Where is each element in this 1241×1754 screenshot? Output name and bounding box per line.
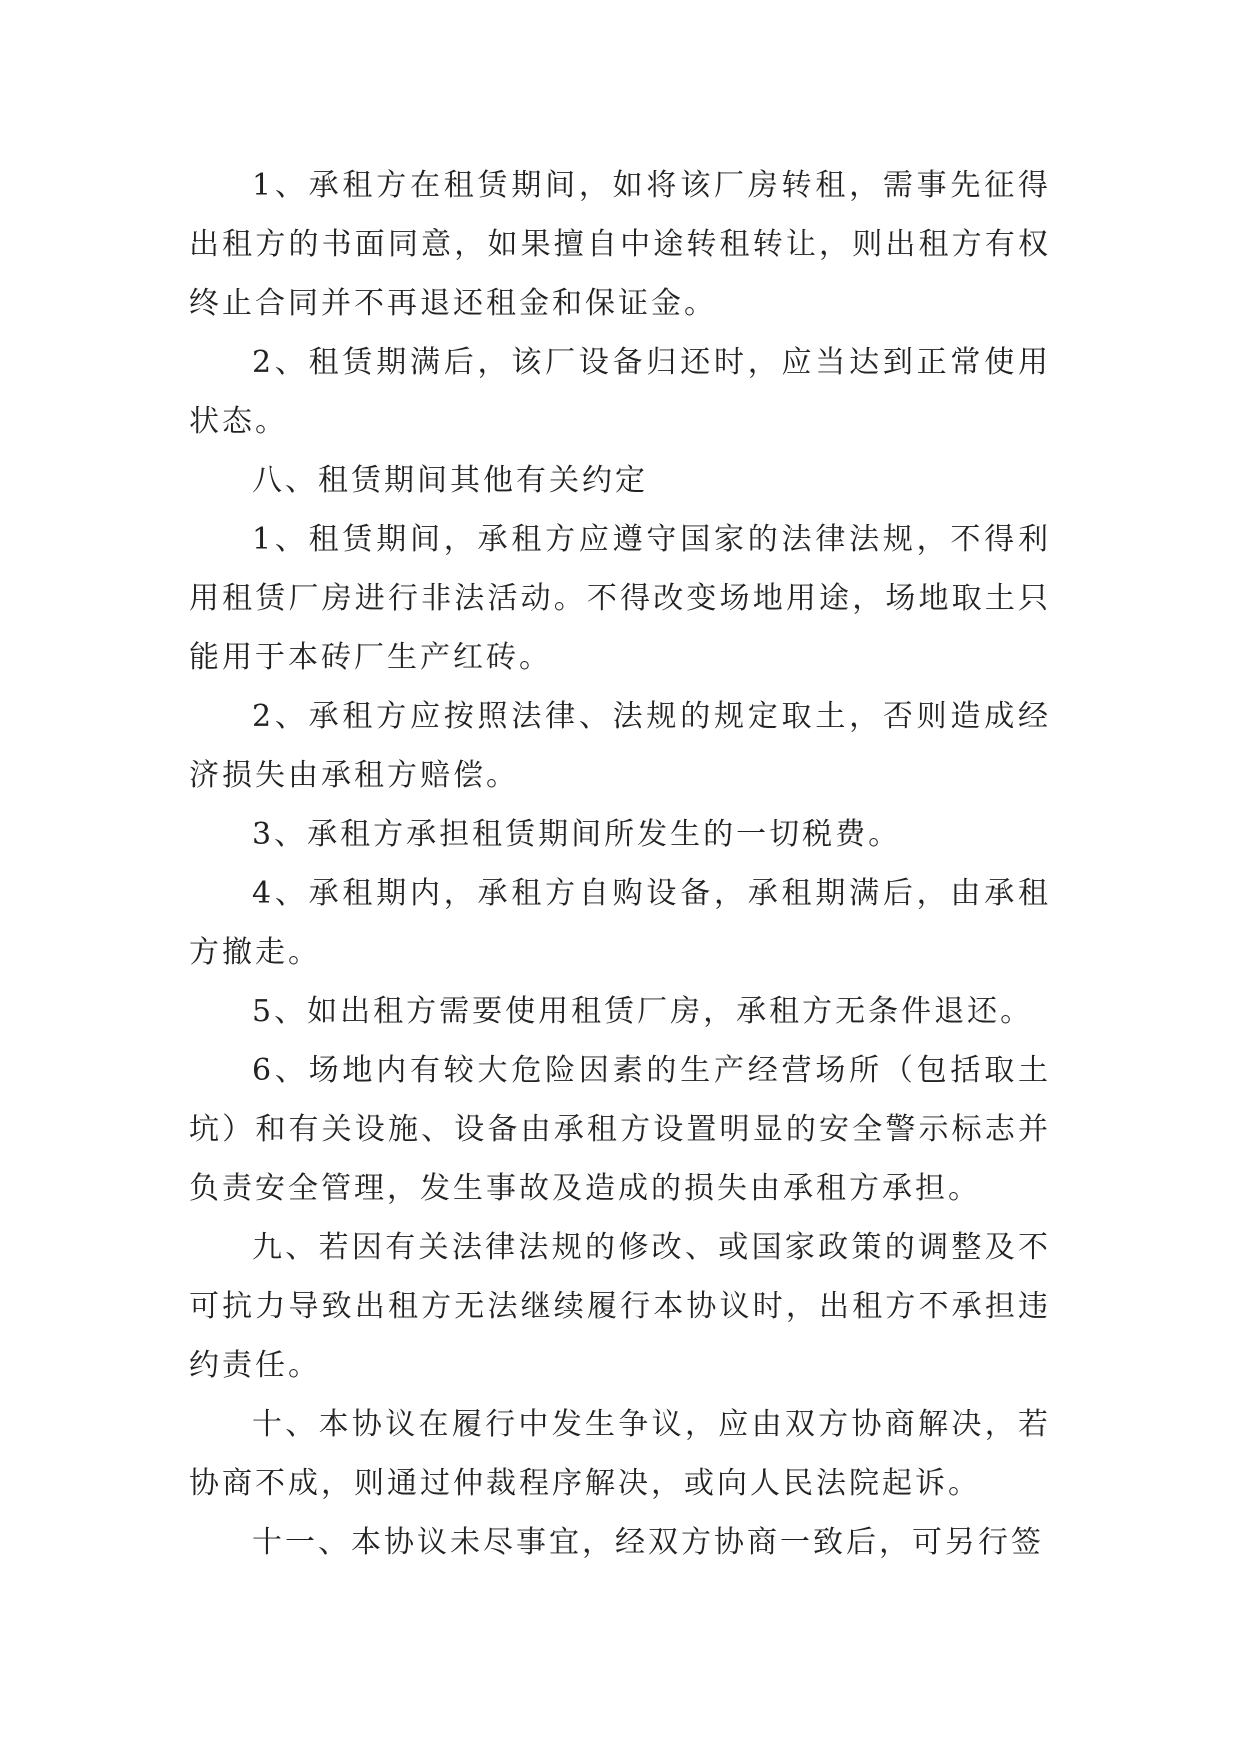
section-8-heading: 八、租赁期间其他有关约定 [252, 463, 648, 498]
clause-8-6-safety: 6、场地内有较大危险因素的生产经营场所（包括取土坑）和有关设施、设备由承租方设置明显的安全警示标志并负责安全管理，发生事故及造成的损失由承租方承担。 [189, 1053, 1051, 1206]
clause-7-2-return-condition: 2、租赁期满后，该厂设备归还时，应当达到正常使用状态。 [189, 345, 1051, 439]
clause-8-4-equipment: 4、承租期内，承租方自购设备，承租期满后，由承租方撤走。 [189, 876, 1051, 970]
clause-8-3-taxes: 3、承租方承担租赁期间所发生的一切税费。 [252, 817, 902, 852]
section-9-force-majeure: 九、若因有关法律法规的修改、或国家政策的调整及不可抗力导致出租方无法继续履行本协议时，出租方不承担违约责任。 [189, 1230, 1051, 1383]
clause-8-5-return-on-demand: 5、如出租方需要使用租赁厂房，承租方无条件退还。 [252, 994, 1034, 1029]
clause-8-2-soil-extraction: 2、承租方应按照法律、法规的规定取土，否则造成经济损失由承租方赔偿。 [189, 699, 1051, 793]
document-page [189, 156, 1051, 1572]
section-10-disputes: 十、本协议在履行中发生争议，应由双方协商解决，若协商不成，则通过仲裁程序解决，或向人民法院起诉。 [189, 1407, 1051, 1501]
clause-7-1-sublease: 1、承租方在租赁期间，如将该厂房转租，需事先征得出租方的书面同意，如果擅自中途转租转让，则出租方有权终止合同并不再退还租金和保证金。 [189, 168, 1051, 321]
section-11-supplementary: 十一、本协议未尽事宜，经双方协商一致后，可另行签 [252, 1525, 1044, 1560]
clause-8-1-legal-use: 1、租赁期间，承租方应遵守国家的法律法规，不得利用租赁厂房进行非法活动。不得改变场地用途，场地取土只能用于本砖厂生产红砖。 [189, 522, 1051, 675]
